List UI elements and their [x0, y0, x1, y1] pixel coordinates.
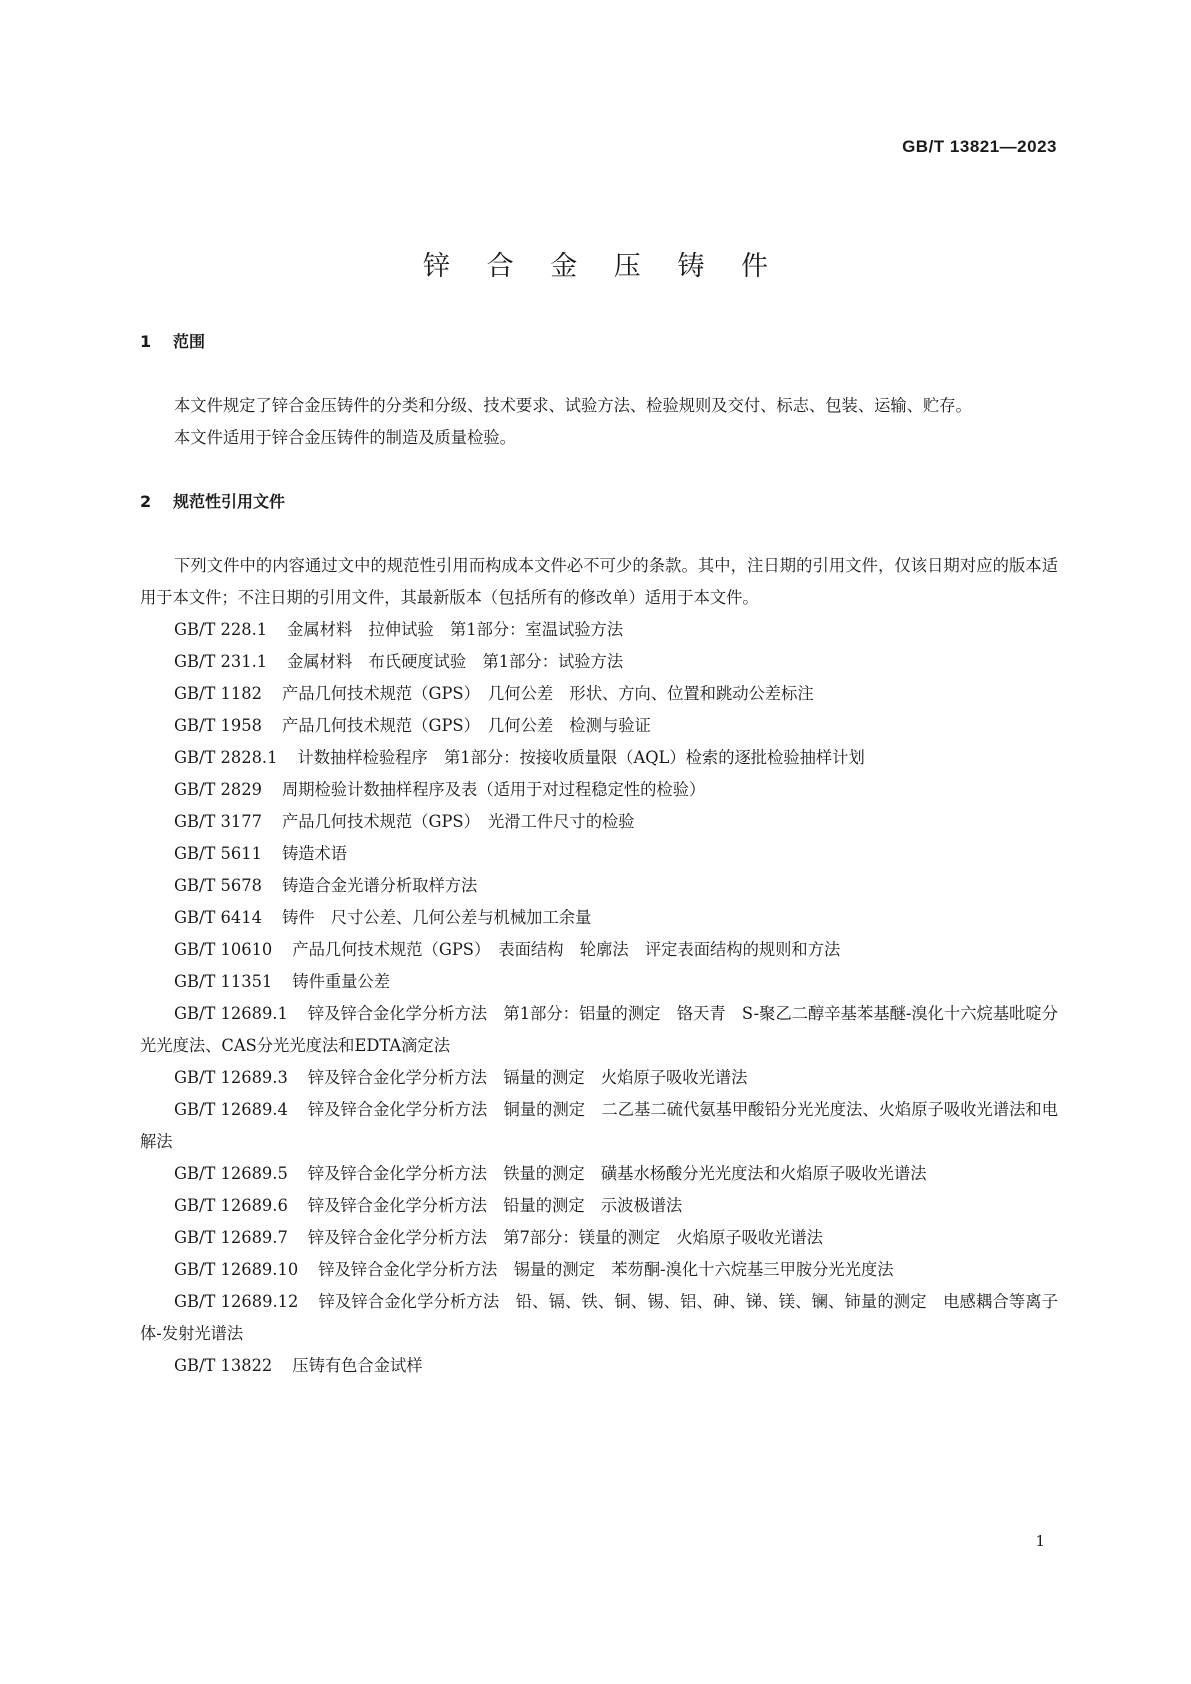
reference-item: [140, 678, 1058, 710]
reference-code: GB/T 12689.7: [174, 1228, 288, 1247]
reference-title: 计数抽样检验程序 第1部分：按接收质量限（AQL）检索的逐批检验抽样计划: [297, 748, 865, 767]
reference-list: [140, 614, 1058, 1382]
section-title: 范围: [173, 332, 206, 351]
reference-item: [140, 966, 1058, 998]
reference-item: [140, 838, 1058, 870]
reference-code: GB/T 11351: [174, 972, 273, 991]
reference-title: 金属材料 布氏硬度试验 第1部分：试验方法: [287, 652, 624, 671]
reference-title: 锌及锌合金化学分析方法 锡量的测定 苯芴酮-溴化十六烷基三甲胺分光光度法: [318, 1260, 894, 1279]
reference-title: 产品几何技术规范（GPS） 几何公差 检测与验证: [281, 716, 651, 735]
page-number: 1: [1035, 1532, 1045, 1550]
reference-title: 锌及锌合金化学分析方法 铁量的测定 磺基水杨酸分光光度法和火焰原子吸收光谱法: [307, 1164, 927, 1183]
reference-item: [140, 934, 1058, 966]
reference-title: 铸造术语: [281, 844, 348, 863]
reference-item: [140, 902, 1058, 934]
reference-title: 锌及锌合金化学分析方法 铅、镉、铁、铜、锡、铝、砷、锑、镁、镧、铈量的测定 电感耦合等离子体-发射光谱法: [140, 1292, 1058, 1343]
reference-code: GB/T 1182: [174, 684, 262, 703]
reference-item: [140, 1286, 1058, 1350]
reference-title: 铸件重量公差: [292, 972, 390, 991]
reference-code: GB/T 5611: [174, 844, 262, 863]
reference-item: [140, 998, 1058, 1062]
section-number: 2: [140, 492, 152, 511]
reference-item: [140, 1190, 1058, 1222]
reference-code: GB/T 12689.3: [174, 1068, 288, 1087]
reference-code: GB/T 3177: [174, 812, 262, 831]
reference-title: 周期检验计数抽样程序及表（适用于对过程稳定性的检验）: [281, 780, 706, 799]
reference-code: GB/T 13822: [174, 1356, 273, 1375]
reference-item: [140, 1094, 1058, 1158]
reference-title: 铸件 尺寸公差、几何公差与机械加工余量: [281, 908, 592, 927]
reference-code: GB/T 12689.12: [174, 1292, 299, 1311]
document-body: [140, 330, 1058, 1382]
reference-item: [140, 710, 1058, 742]
reference-item: [140, 870, 1058, 902]
document-title: 锌 合 金 压 铸 件: [423, 251, 782, 282]
reference-title: 产品几何技术规范（GPS） 几何公差 形状、方向、位置和跳动公差标注: [281, 684, 814, 703]
reference-title: 金属材料 拉伸试验 第1部分：室温试验方法: [287, 620, 624, 639]
reference-item: [140, 646, 1058, 678]
reference-title: 压铸有色合金试样: [292, 1356, 423, 1375]
reference-code: GB/T 228.1: [174, 620, 268, 639]
paragraph: 本文件适用于锌合金压铸件的制造及质量检验。: [174, 428, 516, 447]
reference-code: GB/T 2829: [174, 780, 262, 799]
reference-code: GB/T 12689.4: [174, 1100, 288, 1119]
reference-code: GB/T 231.1: [174, 652, 268, 671]
reference-item: [140, 1222, 1058, 1254]
section-1-heading: [140, 330, 1058, 354]
reference-code: GB/T 2828.1: [174, 748, 278, 767]
reference-item: [140, 1350, 1058, 1382]
reference-title: 锌及锌合金化学分析方法 镉量的测定 火焰原子吸收光谱法: [307, 1068, 748, 1087]
reference-item: [140, 1158, 1058, 1190]
reference-item: [140, 1254, 1058, 1286]
reference-code: GB/T 5678: [174, 876, 262, 895]
reference-title: 锌及锌合金化学分析方法 铜量的测定 二乙基二硫代氨基甲酸铅分光光度法、火焰原子吸收光谱法和电解法: [140, 1100, 1058, 1151]
standard-code: GB/T 13821—2023: [902, 137, 1057, 156]
reference-title: 锌及锌合金化学分析方法 第1部分：铝量的测定 铬天青 S-聚乙二醇辛基苯基醚-溴化十六烷基吡啶分光光度法、CAS分光光度法和EDTA滴定法: [140, 1004, 1058, 1055]
paragraph: 下列文件中的内容通过文中的规范性引用而构成本文件必不可少的条款。其中，注日期的引用文件，仅该日期对应的版本适用于本文件；不注日期的引用文件，其最新版本（包括所有的修改单）适用于本文件。: [140, 556, 1058, 607]
reference-code: GB/T 6414: [174, 908, 262, 927]
reference-item: [140, 742, 1058, 774]
reference-code: GB/T 12689.1: [174, 1004, 288, 1023]
reference-title: 锌及锌合金化学分析方法 铅量的测定 示波极谱法: [307, 1196, 683, 1215]
paragraph: 本文件规定了锌合金压铸件的分类和分级、技术要求、试验方法、检验规则及交付、标志、包装、运输、贮存。: [174, 396, 972, 415]
reference-title: 铸造合金光谱分析取样方法: [281, 876, 478, 895]
reference-item: [140, 774, 1058, 806]
reference-title: 锌及锌合金化学分析方法 第7部分：镁量的测定 火焰原子吸收光谱法: [307, 1228, 823, 1247]
reference-code: GB/T 12689.6: [174, 1196, 288, 1215]
reference-code: GB/T 12689.5: [174, 1164, 288, 1183]
reference-item: [140, 614, 1058, 646]
reference-code: GB/T 12689.10: [174, 1260, 299, 1279]
reference-item: [140, 806, 1058, 838]
reference-title: 产品几何技术规范（GPS） 表面结构 轮廓法 评定表面结构的规则和方法: [292, 940, 841, 959]
reference-item: [140, 1062, 1058, 1094]
reference-title: 产品几何技术规范（GPS） 光滑工件尺寸的检验: [281, 812, 635, 831]
section-2-heading: [140, 490, 1058, 514]
reference-code: GB/T 1958: [174, 716, 262, 735]
section-number: 1: [140, 332, 152, 351]
section-title: 规范性引用文件: [173, 492, 286, 511]
reference-code: GB/T 10610: [174, 940, 273, 959]
